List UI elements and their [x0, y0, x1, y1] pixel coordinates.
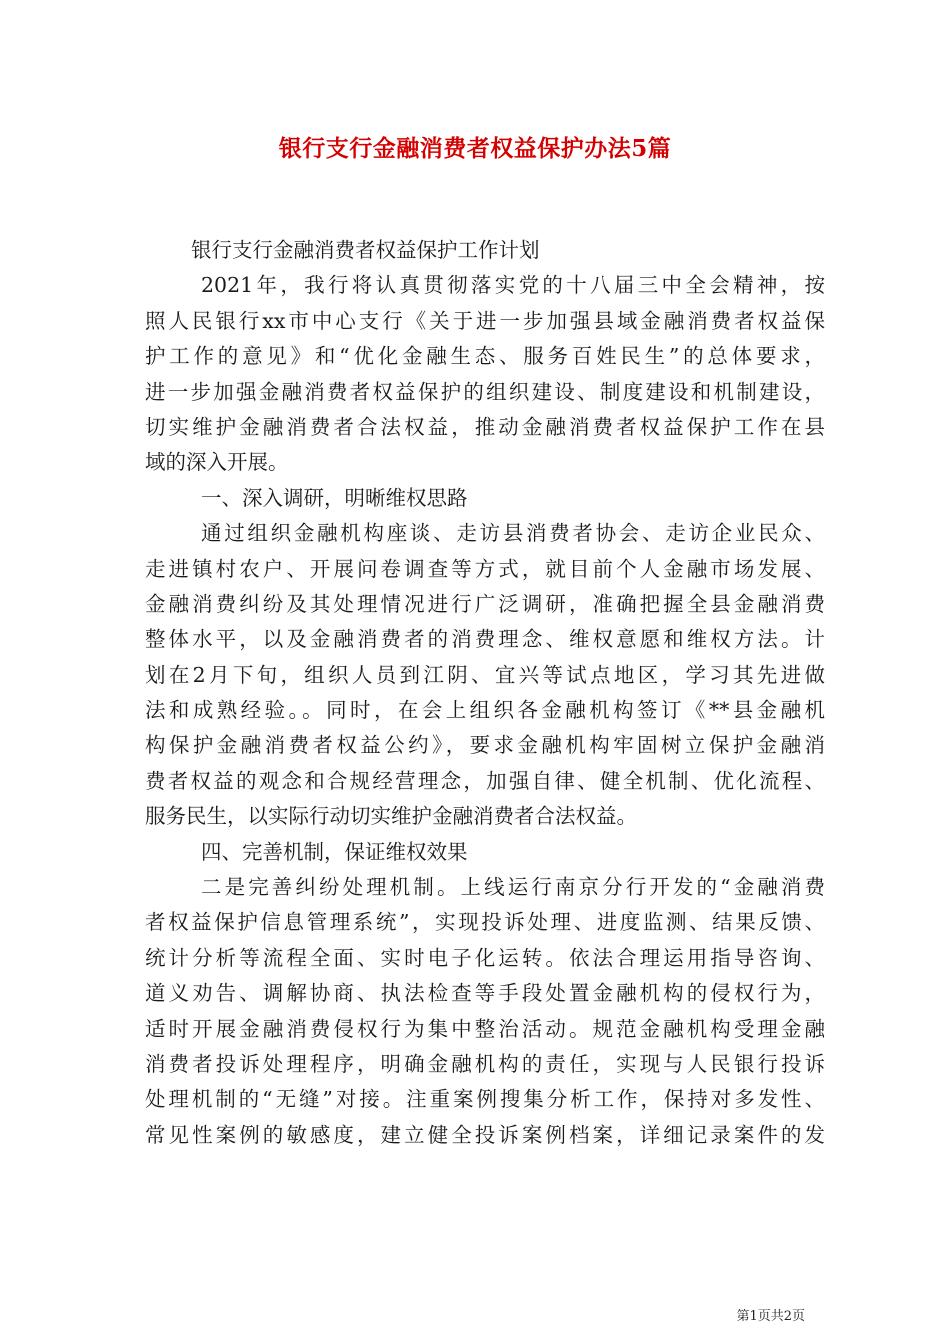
- paragraph-line: 构保护金融消费者权益公约》，要求金融机构牢固树立保护金融消: [145, 733, 825, 758]
- paragraph-line: 消费者投诉处理程序，明确金融机构的责任，实现与人民银行投诉: [145, 1051, 825, 1076]
- paragraph-line: 道义劝告、调解协商、执法检查等手段处置金融机构的侵权行为，: [145, 981, 825, 1006]
- paragraph-line: 通过组织金融机构座谈、走访县消费者协会、走访企业民众、: [201, 521, 825, 546]
- paragraph-line: 划在2月下旬，组织人员到江阴、宜兴等试点地区，学习其先进做: [145, 662, 825, 687]
- paragraph-line: 者权益保护信息管理系统”，实现投诉处理、进度监测、结果反馈、: [145, 910, 825, 935]
- section-heading: 一、深入调研，明晰维权思路: [201, 485, 468, 510]
- paragraph-line: 切实维护金融消费者合法权益，推动金融消费者权益保护工作在县: [145, 414, 825, 439]
- paragraph-line: 域的深入开展。: [145, 450, 289, 475]
- paragraph-line: 照人民银行xx市中心支行《关于进一步加强县域金融消费者权益保: [145, 308, 825, 333]
- paragraph-line: 常见性案例的敏感度，建立健全投诉案例档案，详细记录案件的发: [145, 1122, 825, 1147]
- paragraph-line: 走进镇村农户、开展问卷调查等方式，就目前个人金融市场发展、: [145, 556, 825, 581]
- document-title: 银行支行金融消费者权益保护办法5篇: [278, 135, 672, 162]
- paragraph-line: 护工作的意见》和“优化金融生态、服务百姓民生”的总体要求，: [145, 344, 825, 369]
- paragraph-line: 金融消费纠纷及其处理情况进行广泛调研，准确把握全县金融消费: [145, 591, 825, 616]
- paragraph-line: 服务民生，以实际行动切实维护金融消费者合法权益。: [145, 804, 637, 829]
- document-body: [145, 233, 825, 1153]
- paragraph-line: 整体水平，以及金融消费者的消费理念、维权意愿和维权方法。计: [145, 627, 825, 652]
- paragraph-line: 法和成熟经验。。同时，在会上组织各金融机构签订《**县金融机: [145, 698, 825, 723]
- paragraph-line: 2021年，我行将认真贯彻落实党的十八届三中全会精神，按: [201, 273, 825, 298]
- paragraph-line: 处理机制的“无缝”对接。注重案例搜集分析工作，保持对多发性、: [145, 1087, 825, 1112]
- section-heading: 四、完善机制，保证维权效果: [201, 839, 468, 864]
- paragraph-line: 二是完善纠纷处理机制。上线运行南京分行开发的“金融消费: [201, 875, 825, 900]
- paragraph-line: 费者权益的观念和合规经营理念，加强自律、健全机制、优化流程、: [145, 768, 825, 793]
- paragraph-line: 适时开展金融消费侵权行为集中整治活动。规范金融机构受理金融: [145, 1016, 825, 1041]
- section-heading: 银行支行金融消费者权益保护工作计划: [191, 238, 540, 262]
- paragraph-line: 进一步加强金融消费者权益保护的组织建设、制度建设和机制建设，: [145, 379, 825, 404]
- page-number: 第1页共2页: [736, 1309, 805, 1324]
- paragraph-line: 统计分析等流程全面、实时电子化运转。依法合理运用指导咨询、: [145, 945, 825, 970]
